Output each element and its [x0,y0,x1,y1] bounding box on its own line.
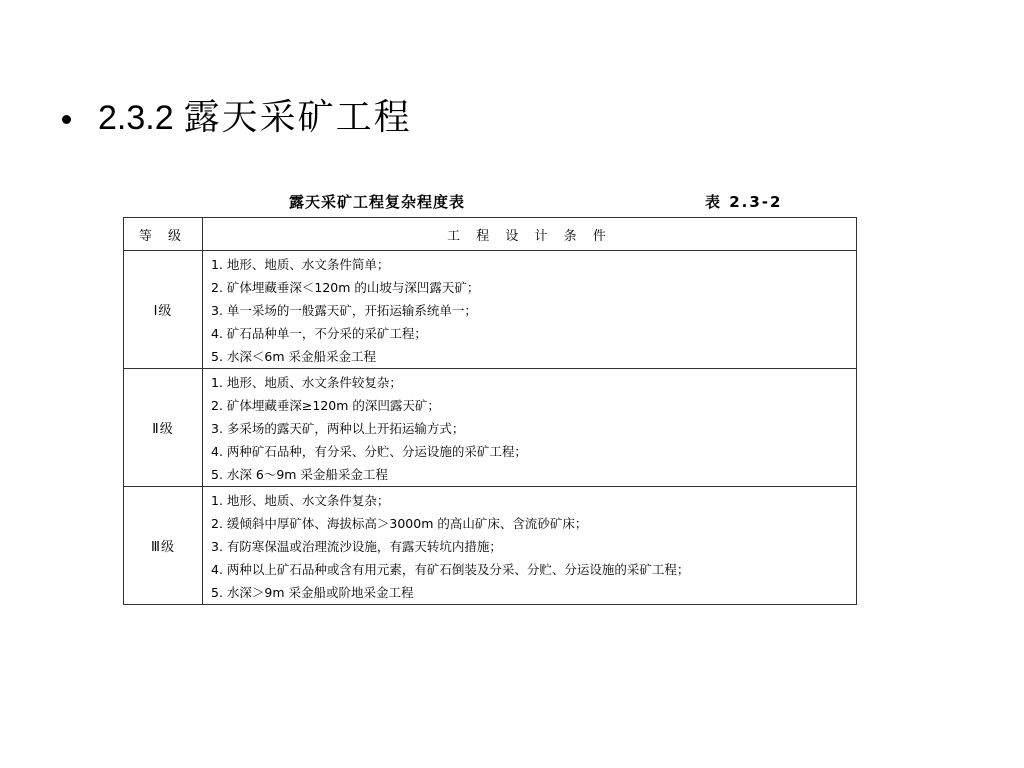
condition-line: 4. 两种矿石品种，有分采、分贮、分运设施的采矿工程； [211,444,527,459]
grade-cell: Ⅰ级 [124,251,203,369]
heading-number: 2.3.2 [98,99,174,137]
conditions-cell [203,251,857,369]
condition-line: 2. 缓倾斜中厚矿体、海拔标高＞3000m 的高山矿床、含流砂矿床； [211,516,588,531]
table-figure [121,187,859,663]
condition-line: 3. 多采场的露天矿，两种以上开拓运输方式； [211,421,465,436]
condition-line: 2. 矿体埋藏垂深≥120m 的深凹露天矿； [211,398,440,413]
condition-line: 1. 地形、地质、水文条件复杂； [211,493,390,508]
condition-line: 1. 地形、地质、水文条件简单； [211,257,390,272]
condition-line: 5. 水深 6～9m 采金船采金工程 [211,467,388,482]
table-header-row [124,218,857,251]
table-title: 露天采矿工程复杂程度表 [289,193,466,211]
table-row [124,369,857,487]
table-row [124,487,857,605]
conditions-cell [203,369,857,487]
table-row [124,251,857,369]
grade-cell: Ⅱ级 [124,369,203,487]
header-conditions: 工 程 设 计 条 件 [203,218,857,251]
bullet-icon [62,115,71,124]
table-caption [121,187,859,217]
condition-line: 3. 单一采场的一般露天矿，开拓运输系统单一； [211,303,477,318]
heading-title: 露天采矿工程 [183,97,412,138]
condition-line: 4. 两种以上矿石品种或含有用元素，有矿石倒装及分采、分贮、分运设施的采矿工程； [211,562,690,577]
condition-line: 3. 有防寒保温或治理流沙设施，有露天转坑内措施； [211,539,502,554]
header-grade: 等 级 [124,218,203,251]
condition-line: 1. 地形、地质、水文条件较复杂； [211,375,402,390]
condition-line: 2. 矿体埋藏垂深＜120m 的山坡与深凹露天矿； [211,280,480,295]
condition-line: 4. 矿石品种单一，不分采的采矿工程； [211,326,427,341]
complexity-table [123,217,857,605]
condition-line: 5. 水深＞9m 采金船或阶地采金工程 [211,585,414,600]
slide-heading [62,92,412,144]
grade-cell: Ⅲ级 [124,487,203,605]
conditions-cell [203,487,857,605]
condition-line: 5. 水深＜6m 采金船采金工程 [211,349,377,364]
table-number: 表 2.3-2 [705,193,783,211]
